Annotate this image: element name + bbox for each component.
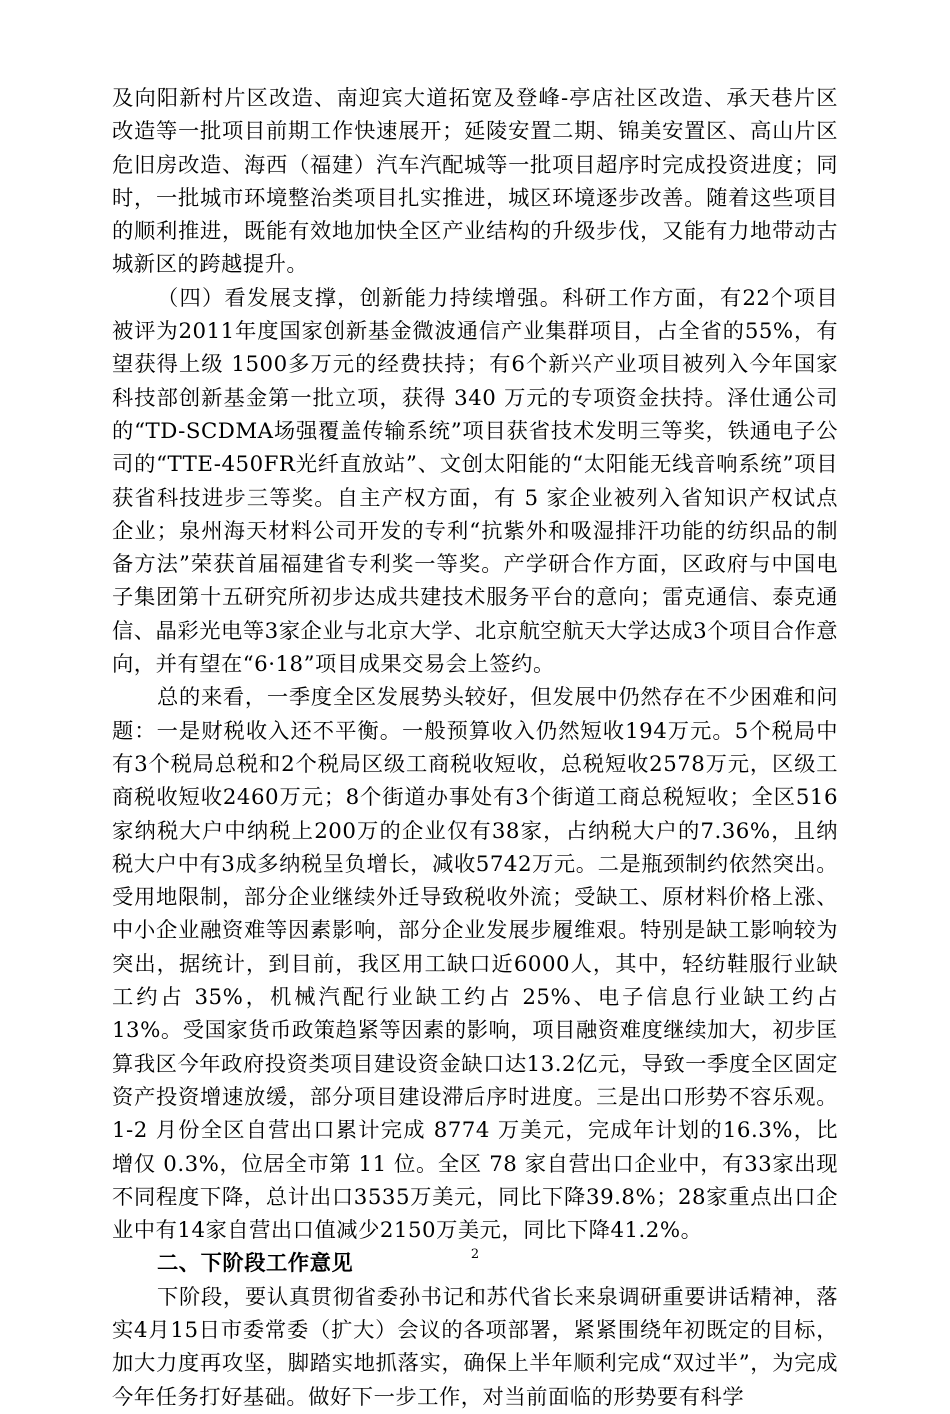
body-text: [112, 82, 838, 1414]
page-number: 2: [470, 1247, 480, 1262]
paragraph-innovation: （四）看发展支撑，创新能力持续增强。科研工作方面，有22个项目被评为2011年度国家创新基金微波通信产业集群项目，占全省的55%，有望获得上级 1500多万元的经费扶持；有6个新兴产业项目被列入今年国家科技部创新基金第一批立项，获得 340 万元的专项资金扶持。泽仕通公司的“TD-SCDMA场强覆盖传输系统”项目获省技术发明三等奖，铁通电子公司的“TTE-450FR光纤直放站”、文创太阳能的“太阳能无线音响系统”项目获省科技进步三等奖。自主产权方面，有 5 家企业被列入省知识产权试点企业；泉州海天材料公司开发的专利“抗紫外和吸湿排汗功能的纺织品的制备方法”荣获首届福建省专利奖一等奖。产学研合作方面，区政府与中国电子集团第十五研究所初步达成共建技术服务平台的意向；雷克通信、泰克通信、晶彩光电等3家企业与北京大学、北京航空航天大学达成3个项目合作意向，并有望在“6·18”项目成果交易会上签约。: [112, 285, 838, 678]
paragraph-summary-problems: 总的来看，一季度全区发展势头较好，但发展中仍然存在不少困难和问题：一是财税收入还不平衡。一般预算收入仍然短收194万元。5个税局中有3个税局总税和2个税局区级工商税收短收，总税短收2578万元，区级工商税收短收2460万元；8个街道办事处有3个街道工商总税短收；全区516家纳税大户中纳税上200万的企业仅有38家，占纳税大户的7.36%，且纳税大户中有3成多纳税呈负增长，减收5742万元。二是瓶颈制约依然突出。受用地限制，部分企业继续外迁导致税收外流；受缺工、原材料价格上涨、中小企业融资难等因素影响，部分企业发展步履维艰。特别是缺工影响较为突出，据统计，到目前，我区用工缺口近6000人，其中，轻纺鞋服行业缺工约占 35%，机械汽配行业缺工约占 25%、电子信息行业缺工约占 13%。受国家货币政策趋紧等因素的影响，项目融资难度继续加大，初步匡算我区今年政府投资类项目建设资金缺口达13.2亿元，导致一季度全区固定资产投资增速放缓，部分项目建设滞后序时进度。三是出口形势不容乐观。1-2 月份全区自营出口累计完成 8774 万美元，完成年计划的16.3%，比增仅 0.3%，位居全市第 11 位。全区 78 家自营出口企业中，有33家出现不同程度下降，总计出口3535万美元，同比下降39.8%；28家重点出口企业中有14家自营出口值减少2150万美元，同比下降41.2%。: [112, 685, 838, 1244]
paragraph-next-stage: 下阶段，要认真贯彻省委孙书记和苏代省长来泉调研重要讲话精神，落实4月15日市委常委（扩大）会议的各项部署，紧紧围绕年初既定的目标，加大力度再攻坚，脚踏实地抓落实，确保上半年顺利完成“双过半”，为完成今年任务打好基础。做好下一步工作，对当前面临的形势要有科学: [112, 1284, 838, 1410]
section-heading: 二、下阶段工作意见: [157, 1251, 354, 1277]
paragraph-continuation: 及向阳新村片区改造、南迎宾大道拓宽及登峰-亭店社区改造、承天巷片区改造等一批项目前期工作快速展开；延陵安置二期、锦美安置区、高山片区危旧房改造、海西（福建）汽车汽配城等一批项目超序时完成投资进度；同时，一批城市环境整治类项目扎实推进，城区环境逐步改善。随着这些项目的顺利推进，既能有效地加快全区产业结构的升级步伐，又能有力地带动古城新区的跨越提升。: [112, 86, 838, 278]
